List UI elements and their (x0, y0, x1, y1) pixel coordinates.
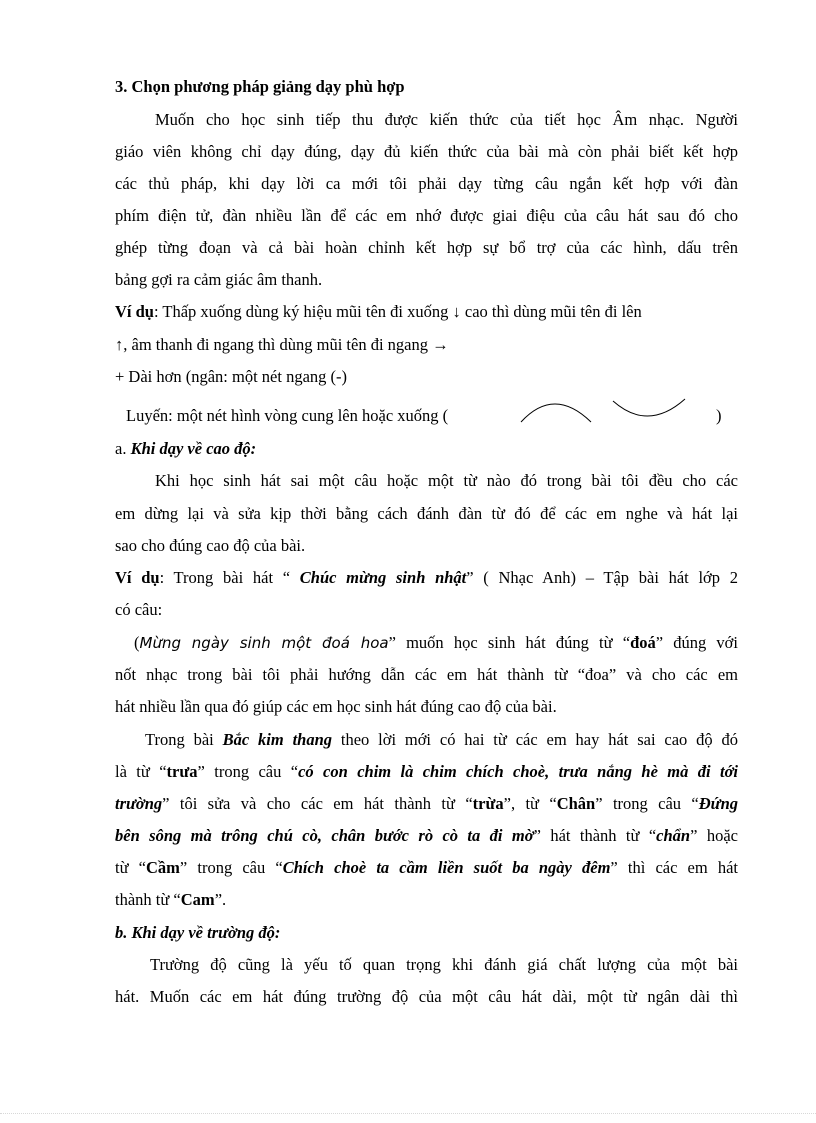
text-span: theo lời mới có hai từ các em hay hát sai cao độ đó (332, 730, 739, 749)
paragraph-line: bảng gợi ra cảm giác âm thanh. (115, 270, 323, 289)
paragraph-line: nốt nhạc trong bài tôi phải hướng dẫn các em hát thành từ “đoa” và cho các em (115, 665, 738, 684)
lyric-quote: bên sông mà trông chú cò, chân bước rò cò ta đi mờ (115, 826, 534, 845)
text-span: ”, từ “ (503, 794, 557, 813)
text-span: ” hát thành từ “ (533, 826, 657, 845)
section-a-title: Khi dạy về cao độ: (130, 439, 257, 458)
text-span: ” hoặc (690, 826, 738, 845)
highlight-word: Cam (180, 890, 215, 909)
example-line (115, 567, 738, 589)
text-span: thành từ “ (115, 890, 181, 909)
paragraph-line (145, 729, 738, 751)
section-a-prefix: a. (115, 439, 131, 458)
song-title: Bắc kim thang (222, 730, 333, 749)
paragraph-line (115, 825, 738, 847)
paragraph-line: hát nhiều lần qua đó giúp các em học sinh hát đúng cao độ của bài. (115, 697, 557, 716)
text-span: ” đúng với (655, 633, 738, 652)
highlight-word: Chân (556, 794, 596, 813)
section-a-heading (115, 438, 738, 460)
example-line (115, 301, 738, 323)
lyric-quote: Đứng (698, 794, 738, 813)
text-span: ( (134, 633, 140, 652)
arc-up-icon (518, 396, 596, 426)
text-span: ” trong câu “ (197, 762, 299, 781)
paragraph-line: sao cho đúng cao độ của bài. (115, 536, 306, 555)
lyric-quote: Chích choè ta cầm liền suốt ba ngày đêm (282, 858, 611, 877)
paragraph-line: hát. Muốn các em hát đúng trường độ của một câu hát dài, một từ ngân dài thì (115, 987, 738, 1006)
section-heading: 3. Chọn phương pháp giảng dạy phù hợp (115, 77, 405, 96)
paragraph-line: Muốn cho học sinh tiếp thu được kiến thức của tiết học Âm nhạc. Người (155, 110, 738, 129)
paragraph-line: ghép từng đoạn và cả bài hoàn chỉnh kết hợp sự bổ trợ của các hình, dấu trên (115, 238, 738, 257)
highlight-word: Cầm (146, 858, 180, 877)
slur-close: ) (716, 406, 722, 425)
paragraph-line (115, 793, 738, 815)
text-span: ”. (214, 890, 227, 909)
highlight-word: đoá (630, 633, 656, 652)
text-span: ” tôi sửa và cho các em hát thành từ “ (162, 794, 473, 813)
highlight-word: trưa (166, 762, 198, 781)
example-label: Ví dụ (115, 568, 160, 587)
paragraph-line: phím điện tử, đàn nhiều lần để các em nhớ được giai điệu của câu hát sau đó cho (115, 206, 738, 225)
example-label: Ví dụ (115, 302, 154, 321)
text-span: là từ “ (115, 762, 167, 781)
lyric-quote: trường (115, 794, 163, 813)
text-span: ” trong câu “ (179, 858, 283, 877)
arc-down-icon (610, 396, 688, 422)
paragraph-line (115, 889, 738, 911)
highlight-word: chẩn (656, 826, 691, 845)
paragraph-line: Trường độ cũng là yếu tố quan trọng khi đánh giá chất lượng của một bài (150, 955, 738, 974)
page-bottom-divider (0, 1113, 816, 1114)
paragraph-line (115, 857, 738, 879)
section-b-heading: b. Khi dạy về trường độ: (115, 923, 281, 942)
example-line: ↑, âm thanh đi ngang thì dùng mũi tên đi ngang → (115, 335, 449, 354)
paragraph-line (115, 761, 738, 783)
paragraph-line: các thủ pháp, khi dạy lời ca mới tôi phải dạy từng câu ngắn kết hợp với đàn (115, 174, 738, 193)
text-span: ” muốn học sinh hát đúng từ “ (388, 633, 631, 652)
lyric-quote: có con chim là chim chích choè, trưa nắng hè mà đi tới (298, 762, 739, 781)
example-text: : Trong bài hát “ (159, 568, 300, 587)
text-span: ” trong câu “ (595, 794, 699, 813)
example-line: có câu: (115, 600, 163, 619)
paragraph-line: giáo viên không chỉ dạy đúng, dạy đủ kiến thức của bài mà còn phải biết kết hợp (115, 142, 738, 161)
text-span: từ “ (115, 858, 146, 877)
text-span: Trong bài (145, 730, 223, 749)
paragraph-line (134, 632, 738, 654)
long-note-line: + Dài hơn (ngân: một nét ngang (-) (115, 367, 348, 386)
example-text: : Thấp xuống dùng ký hiệu mũi tên đi xuống ↓ cao thì dùng mũi tên đi lên (153, 302, 642, 321)
song-title: Chúc mừng sinh nhật (299, 568, 467, 587)
paragraph-line: Khi học sinh hát sai một câu hoặc một từ nào đó trong bài tôi đều cho các (155, 471, 738, 490)
lyric-quote: Mừng ngày sinh một đoá hoa (139, 634, 389, 652)
paragraph-line: em dừng lại và sửa kịp thời bằng cách đánh đàn từ đó để các em nghe và hát lại (115, 504, 738, 523)
example-text: ” ( Nhạc Anh) – Tập bài hát lớp 2 (466, 568, 738, 587)
text-span: ” thì các em hát (610, 858, 739, 877)
slur-text: Luyến: một nét hình vòng cung lên hoặc xuống ( (126, 406, 449, 425)
highlight-word: trừa (472, 794, 504, 813)
